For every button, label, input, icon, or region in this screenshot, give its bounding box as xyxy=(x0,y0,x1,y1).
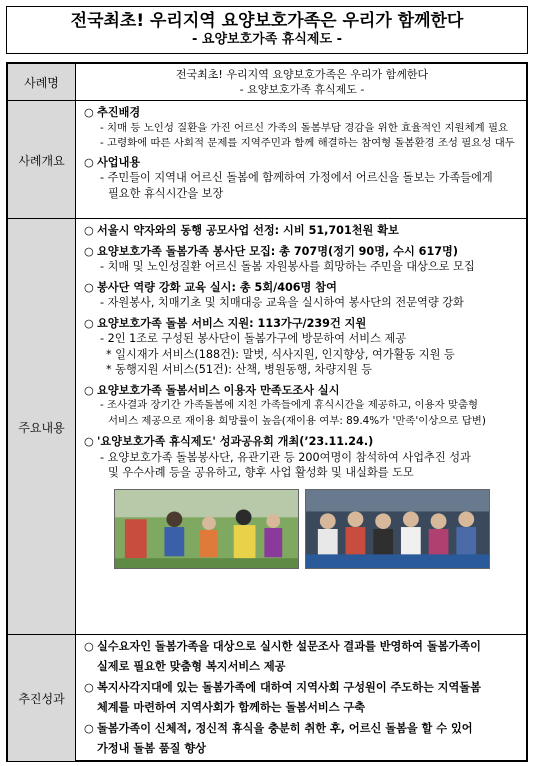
main-item-3: ○ 봉사단 역량 강화 교육 실시: 총 5회/406명 참여 xyxy=(84,280,337,294)
case-name-title: 전국최초! 우리지역 요양보호가족은 우리가 함께한다 xyxy=(175,68,429,81)
label-overview: 사례개요 xyxy=(8,101,76,219)
main-item-6-detail-a: - 요양보호가족 돌봄봉사단, 유관기관 등 200여명이 참석하여 사업추진 성과 xyxy=(100,450,471,464)
main-item-3-detail: - 자원봉사, 치매기초 및 치매대응 교육을 실시하여 봉사단의 전문역량 강화 xyxy=(100,296,464,309)
circle-bullet-icon: ○ xyxy=(84,640,94,653)
document-title: 전국최초! 우리지역 요양보호가족은 우리가 함께한다 xyxy=(70,11,464,31)
result-item-2: ○ 복지사각지대에 있는 돌봄가족에 대하여 지역사회 구성원이 주도하는 지역돌봄 xyxy=(84,681,481,694)
circle-bullet-icon: ○ xyxy=(84,106,94,119)
overview-biz-line-1: - 주민들이 지역내 어르신 돌봄에 함께하여 가정에서 어르신을 돌보는 가족들에게 xyxy=(100,171,493,184)
main-item-4-detail: - 2인 1조로 구성된 봉사단이 돌봄가구에 방문하여 서비스 제공 xyxy=(100,332,407,345)
main-item-2: ○ 요양보호가족 돌봄가족 봉사단 모집: 총 707명(정기 90명, 수시 617명) xyxy=(84,244,458,258)
row-results xyxy=(8,634,526,761)
circle-bullet-icon: ○ xyxy=(84,155,94,169)
overview-cell xyxy=(76,101,526,219)
main-item-4: ○ 요양보호가족 돌봄 서비스 지원: 113가구/239건 지원 xyxy=(84,316,367,330)
main-item-4-sub-b: * 동행지원 서비스(51건): 산책, 병원동행, 차량지원 등 xyxy=(106,363,373,376)
result-item-3: ○ 돌봄가족이 신체적, 정신적 휴식을 충분히 취한 후, 어르신 돌봄을 할 수 있어 xyxy=(84,722,473,735)
circle-bullet-icon: ○ xyxy=(84,681,94,694)
row-main-contents xyxy=(8,218,526,635)
main-item-5-detail-b: 서비스 제공으로 재이용 희망률이 높음(재이용 여부: 89.4%가 '만족'이상으로 답변) xyxy=(108,414,486,427)
circle-bullet-icon: ○ xyxy=(84,722,94,735)
row-case-name xyxy=(8,64,526,100)
case-name-subtitle: - 요양보호가족 휴식제도 - xyxy=(239,83,365,96)
results-cell xyxy=(76,635,526,761)
photo-sharing-event-group xyxy=(305,489,490,569)
overview-bg-line-2: - 고령화에 따른 사회적 문제를 지역주민과 함께 해결하는 참여형 돌봄환경 조성 필요성 대두 xyxy=(100,137,515,149)
label-case-name: 사례명 xyxy=(8,64,76,100)
result-item-3-cont: 가정내 돌봄 품질 향상 xyxy=(97,741,206,755)
result-item-1: ○ 실수요자인 돌봄가족을 대상으로 실시한 설문조사 결과를 반영하여 돌봄가족이 xyxy=(84,640,481,653)
document-title-box xyxy=(6,6,528,54)
case-table xyxy=(6,62,528,762)
circle-bullet-icon: ○ xyxy=(84,316,94,330)
circle-bullet-icon: ○ xyxy=(84,280,94,294)
overview-heading-business: ○ 사업내용 xyxy=(84,155,141,169)
circle-bullet-icon: ○ xyxy=(84,383,94,397)
row-overview xyxy=(8,100,526,219)
main-item-6-detail-b: 및 우수사례 등을 공유하고, 향후 사업 활성화 및 내실화를 도모 xyxy=(108,466,414,479)
label-main-contents: 주요내용 xyxy=(8,219,76,635)
main-contents-cell xyxy=(76,219,526,635)
result-item-1-cont: 실제로 필요한 맞춤형 복지서비스 제공 xyxy=(97,659,286,673)
circle-bullet-icon: ○ xyxy=(84,244,94,258)
overview-bg-line-1: - 치매 등 노인성 질환을 가진 어르신 가족의 돌봄부담 경감을 위한 효율적인 지원체계 필요 xyxy=(100,121,509,134)
main-item-5: ○ 요양보호가족 돌봄서비스 이용자 만족도조사 실시 xyxy=(84,383,340,397)
overview-heading-background: ○ 추진배경 xyxy=(84,106,141,119)
photo-volunteers-outdoor xyxy=(114,489,299,569)
main-item-2-detail: - 치매 및 노인성질환 어르신 돌봄 자원봉사를 희망하는 주민을 대상으로 모집 xyxy=(100,260,475,273)
result-item-2-cont: 체계를 마련하여 지역사회가 함께하는 돌봄서비스 구축 xyxy=(97,700,366,714)
document-subtitle: - 요양보호가족 휴식제도 - xyxy=(192,32,342,47)
photo-row xyxy=(84,489,520,569)
case-name-cell xyxy=(76,64,526,100)
main-item-6: ○ '요양보호가족 휴식제도' 성과공유회 개최(’23.11.24.) xyxy=(84,435,374,448)
main-item-1: ○ 서울시 약자와의 동행 공모사업 선정: 시비 51,701천원 확보 xyxy=(84,224,399,237)
main-item-4-sub-a: * 일시재가 서비스(188건): 말벗, 식사지원, 인지향상, 여가활동 지원 등 xyxy=(106,347,455,361)
main-item-5-detail-a: - 조사결과 장기간 가족돌봄에 지친 가족들에게 휴식시간을 제공하고, 이용자 맞춤형 xyxy=(100,399,479,411)
label-results: 추진성과 xyxy=(8,635,76,761)
circle-bullet-icon: ○ xyxy=(84,435,94,448)
circle-bullet-icon: ○ xyxy=(84,224,94,237)
overview-biz-line-2: 필요한 휴식시간을 보장 xyxy=(108,186,224,200)
